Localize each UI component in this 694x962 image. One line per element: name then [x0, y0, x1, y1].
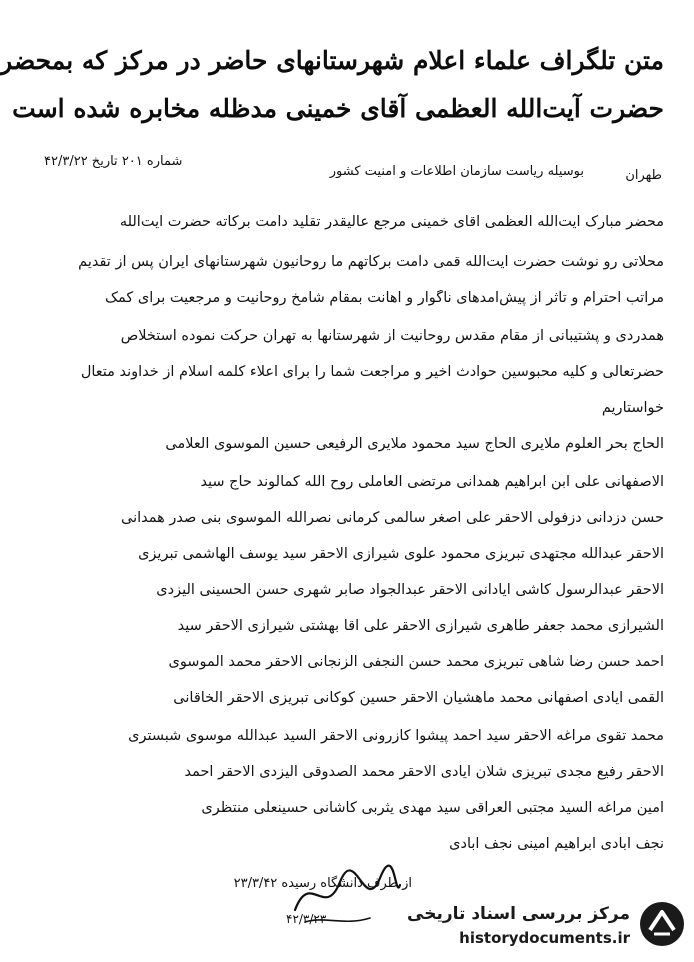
watermark-url: historydocuments.ir: [459, 929, 630, 947]
archive-logo-icon: [638, 900, 686, 948]
signatories-line: القمی آیادی اصفهانی محمد ماهشیان الاحقر حسین کوکانی تبریزی الاحقر الخاقانی: [173, 690, 664, 706]
header-number-date: شماره ۲۰۱ تاریخ ۴۲/۳/۲۲: [44, 154, 183, 169]
signatories-line: احمد حسن رضا شاهی تبریزی محمد حسن النجفی الزنجانی الاحقر محمد الموسوی: [168, 654, 664, 670]
signatories-line: الاحقر رفیع مجدی تبریزی شلان آیادی الاحقر محمد الصدوقی الیزدی الاحقر احمد: [184, 764, 664, 780]
body-line: حضرتعالی و کلیه محبوسین حوادث اخیر و مراجعت شما را برای اعلاء کلمه اسلام از خداوند متعال: [80, 364, 664, 380]
body-line: محضر مبارک آیت‌الله العظمی آقای خمینی مرجع عالیقدر تقلید دامت برکاته حضرت آیت‌الله: [119, 214, 664, 230]
signature-date: ۴۲/۳/۲۳: [286, 912, 327, 926]
body-line: محلاتی رو نوشت حضرت آیت‌الله قمی دامت برکاتهم ما روحانیون شهرستانهای ایران پس از تقدیم: [78, 254, 664, 270]
header-via: بوسیله ریاست سازمان اطلاعات و امنیت کشور: [329, 164, 584, 179]
watermark-org-name: مرکز بررسی اسناد تاریخی: [407, 904, 630, 924]
document-title-line-1: متن تلگراف علماء اعلام شهرستانهای حاضر در مرکز که بمحضر: [0, 46, 664, 75]
signatories-line: حسن دزدانی دزفولی الاحقر علی اصغر سالمی کرمانی نصرالله الموسوی بنی صدر همدانی: [121, 510, 664, 526]
header-place: طهران: [625, 168, 662, 183]
signatories-line: محمد تقوی مراغه الاحقر سید احمد پیشوا کازرونی الاحقر السید عبدالله موسوی شبستری: [128, 728, 664, 744]
body-line: خواستاریم: [601, 400, 664, 416]
signatories-line: الاصفهانی علی ابن ابراهیم همدانی مرتضی العاملی روح الله کمالوند حاج سید: [200, 474, 664, 490]
signatories-line: الحاج بحر العلوم ملایری الحاج سید محمود ملایری الرفیعی حسین الموسوی العلامی: [165, 436, 664, 452]
signature-note: از طرف دانشگاه رسیده ۲۳/۳/۴۲: [233, 876, 412, 891]
document-title-line-2: حضرت آیت‌الله العظمی آقای خمینی مدظله مخابره شده است: [12, 94, 664, 123]
signatories-line: نجف آبادی ابراهیم امینی نجف آبادی: [449, 836, 664, 852]
signatories-line: امین مراغه السید مجتبی العراقی سید مهدی یثربی کاشانی حسینعلی منتظری: [201, 800, 664, 816]
body-line: مراتب احترام و تأثر از پیش‌آمدهای ناگوار و اهانت بمقام شامخ روحانیت و مرجعیت برای کمک: [105, 290, 664, 306]
body-line: همدردی و پشتیبانی از مقام مقدس روحانیت از شهرستانها به تهران حرکت نموده استخلاص: [120, 328, 664, 344]
archive-watermark: [407, 898, 686, 954]
signatories-line: الاحقر عبدالله مجتهدی تبریزی محمود علوی شیرازی الاحقر سید یوسف الهاشمی تبریزی: [138, 546, 664, 562]
signatories-line: الشیرازی محمد جعفر طاهری شیرازی الاحقر علی آقا بهشتی شیرازی الاحقر سید: [177, 618, 664, 634]
signatories-line: الاحقر عبدالرسول کاشی آیادانی الاحقر عبدالجواد صابر شهری حسن الحسینی الیزدی: [156, 582, 664, 598]
